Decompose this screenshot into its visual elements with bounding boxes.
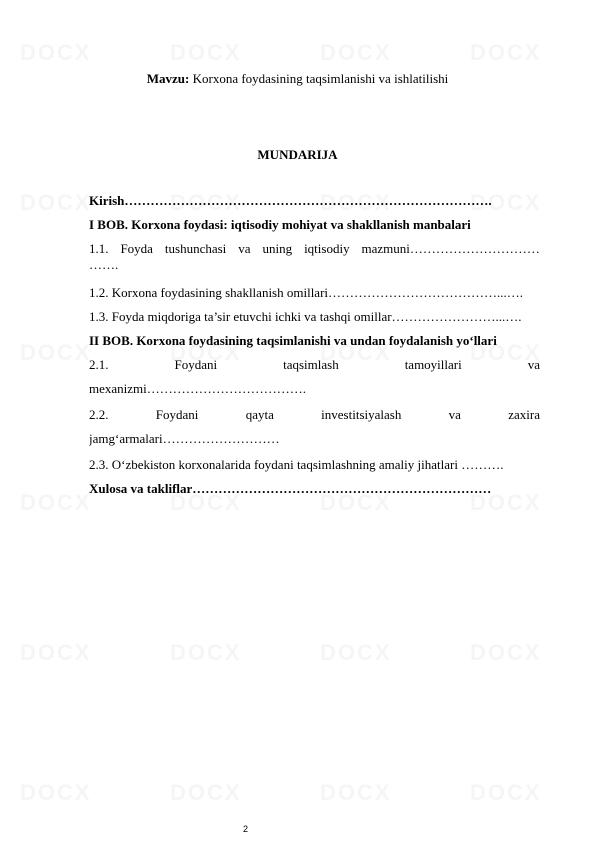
toc-word: tamoyillari [404, 357, 462, 372]
toc-item-2-1-continued[interactable]: mexanizmi………………………………. [89, 381, 307, 396]
page-number: 2 [243, 824, 249, 834]
toc-word: iqtisodiy [304, 241, 350, 256]
toc-word: investitsiyalash [321, 407, 402, 422]
toc-intro[interactable]: Kirish…………………………………………………………………………. [89, 193, 492, 208]
toc-item-1-3[interactable]: 1.3. Foyda miqdoriga ta’sir etuvchi ichki va tashqi omillar……………………...…. [89, 309, 522, 324]
toc-word: va [238, 241, 251, 256]
toc-word: tushunchasi [164, 241, 227, 256]
toc-word: Foydani [174, 357, 218, 372]
topic-label: Mavzu: [146, 71, 190, 86]
toc-item-1-1[interactable] [89, 241, 540, 257]
toc-item-2-2-continued[interactable]: jamg‘armalari……………………… [89, 431, 280, 446]
toc-word: Foydani [155, 407, 199, 422]
toc-word: 1.1. [89, 241, 109, 256]
toc-word: 2.2. [89, 407, 109, 422]
toc-word: qayta [245, 407, 274, 422]
toc-word: mazmuni………………………… [361, 241, 540, 256]
toc-item-1-1-continued[interactable]: ……. [89, 257, 119, 272]
toc-conclusion[interactable]: Xulosa va takliflar…………………………………………………………… [89, 481, 492, 496]
toc-word: taqsimlash [283, 357, 339, 372]
toc-word: va [448, 407, 461, 422]
topic-line [0, 71, 595, 87]
topic-title: Korxona foydasining taqsimlanishi va ishlatilishi [192, 71, 449, 86]
toc-word: uning [262, 241, 293, 256]
toc-item-1-2[interactable]: 1.2. Korxona foydasining shakllanish omillari…………………………………...…. [89, 285, 524, 300]
toc-word: Foyda [120, 241, 153, 256]
toc-item-2-1[interactable] [89, 357, 540, 373]
toc-word: 2.1. [89, 357, 109, 372]
toc-chapter-2[interactable]: II BOB. Korxona foydasining taqsimlanishi va undan foydalanish yo‘llari [89, 333, 497, 348]
toc-word: zaxira [508, 407, 540, 422]
toc-item-2-2[interactable] [89, 407, 540, 423]
toc-item-2-3[interactable]: 2.3. O‘zbekiston korxonalarida foydani taqsimlashning amaliy jihatlari ………. [89, 457, 504, 472]
contents-heading: MUNDARIJA [257, 147, 338, 162]
toc-chapter-1[interactable]: I BOB. Korxona foydasi: iqtisodiy mohiyat va shakllanish manbalari [89, 217, 471, 232]
toc-word: va [527, 357, 540, 372]
